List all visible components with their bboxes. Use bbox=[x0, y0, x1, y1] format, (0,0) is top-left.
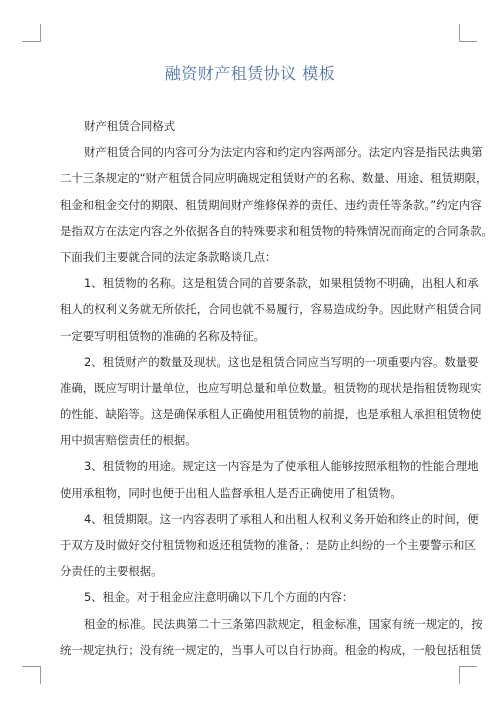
text-line: 的性能、缺陷等。这是确保承租人正确使用租赁物的前提，也是承租人承担租赁物使 bbox=[60, 407, 482, 422]
document-title: 融资财产租赁协议 模板 bbox=[164, 64, 336, 83]
text-line: 准确，既应写明计量单位，也应写明总量和单位数量。租赁物的现状是指租赁物现实 bbox=[60, 380, 482, 395]
text-line: 2、租赁财产的数量及现状。这也是租赁合同应当写明的一项重要内容。数量要 bbox=[84, 354, 479, 369]
text-line: 于双方及时做好交付租赁物和返还租赁物的准备，：是防止纠纷的一个主要警示和区 bbox=[60, 538, 476, 552]
crop-mark-bottom-left-horizontal bbox=[22, 666, 40, 667]
text-line: 是指双方在法定内容之外依据各自的特殊要求和租赁物的特殊情况而商定的合同条款。 bbox=[60, 223, 493, 238]
crop-mark-bottom-left-vertical bbox=[40, 666, 41, 684]
text-line: 统一规定执行；没有统一规定的，当事人可以自行协商。租金的构成，一般包括租赁 bbox=[60, 642, 482, 657]
document-body bbox=[60, 113, 493, 663]
text-line: 分责任的主要根据。 bbox=[60, 564, 163, 579]
text-line: 财产租赁合同的内容可分为法定内容和约定内容两部分。法定内容是指民法典第 bbox=[84, 145, 483, 160]
text-line: 财产租赁合同格式 bbox=[84, 119, 176, 133]
text-line: 1、租赁物的名称。这是租赁合同的首要条款，如果租赁物不明确，出租人和承 bbox=[84, 276, 479, 291]
text-line: 租金和租金交付的期限、租赁期间财产维修保养的责任、违约责任等条款。”约定内容 bbox=[60, 197, 482, 212]
text-line: 租人的权利义务就无所依托，合同也就不易履行，容易造成纷争。因此财产租赁合同 bbox=[60, 302, 482, 317]
text-line: 下面我们主要就合同的法定条款略谈几点： bbox=[60, 249, 277, 264]
text-line: 4、租赁期限。这一内容表明了承租人和出租人权利义务开始和终止的时间，便 bbox=[84, 511, 479, 526]
crop-mark-bottom-right-vertical bbox=[459, 666, 460, 684]
crop-mark-top-right-vertical bbox=[459, 24, 460, 42]
crop-mark-top-right-horizontal bbox=[459, 41, 477, 42]
text-line: 3、租赁物的用途。规定这一内容是为了使承租人能够按照承租物的性能合理地 bbox=[84, 459, 479, 474]
text-line: 二十三条规定的“财产租赁合同应明确规定租赁财产的名称、数量、用途、租赁期限， bbox=[60, 171, 488, 186]
crop-mark-bottom-right-horizontal bbox=[459, 666, 477, 667]
crop-mark-top-left-horizontal bbox=[22, 41, 40, 42]
text-line: 用中损害赔偿责任的根据。 bbox=[60, 433, 197, 448]
text-line: 使用承租物，同时也便于出租人监督承租人是否正确使用了租赁物。 bbox=[60, 485, 402, 500]
text-line: 5、租金。对于租金应注意明确以下几个方面的内容： bbox=[84, 590, 354, 605]
text-line: 租金的标准。民法典第二十三条第四款规定，租金标准，国家有统一规定的，按 bbox=[84, 616, 483, 631]
crop-mark-top-left-vertical bbox=[40, 24, 41, 42]
text-line: 一定要写明租赁物的准确的名称及特征。 bbox=[60, 328, 266, 343]
